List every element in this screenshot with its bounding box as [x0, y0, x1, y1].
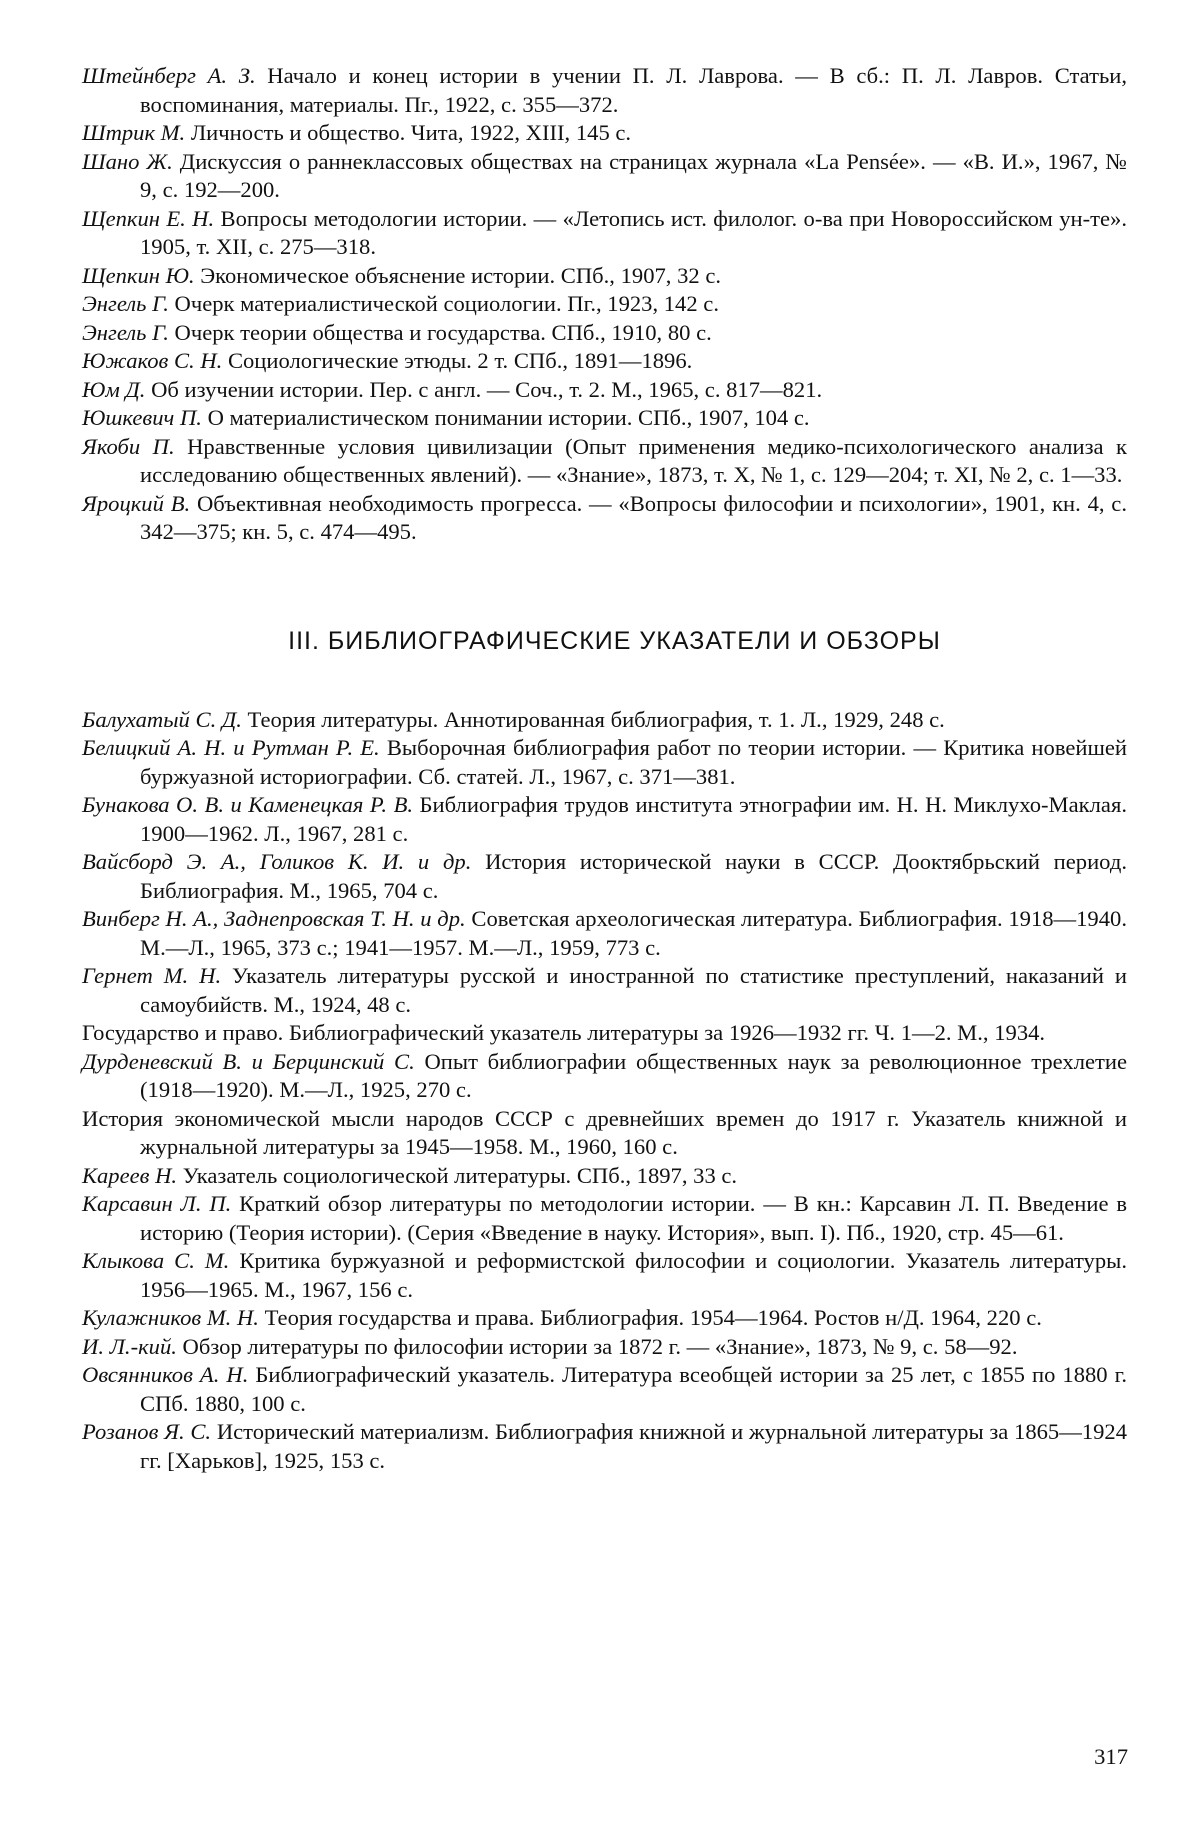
- entry-text: Экономическое объяснение истории. СПб., 1907, 32 с.: [194, 262, 722, 288]
- bibliography-entry: [82, 319, 1127, 348]
- entry-text: Дискуссия о раннеклассовых обществах на страницах журнала «La Pensée». — «В. И.», 1967, № 9, с. 192—200.: [140, 148, 1127, 202]
- entry-author: Балухатый С. Д.: [82, 706, 242, 732]
- entry-text: О материалистическом понимании истории. СПб., 1907, 104 с.: [201, 405, 810, 430]
- entry-author: Кареев Н.: [82, 1162, 178, 1188]
- entry-author: Яроцкий В.: [82, 490, 191, 516]
- entry-text: Обзор литературы по философии истории за 1872 г. — «Знание», 1873, № 9, с. 58—92.: [176, 1333, 1018, 1359]
- entry-text: Библиография трудов института этнографии им. Н. Н. Миклухо-Маклая. 1900—1962. Л., 1967, 281 с.: [140, 792, 1127, 846]
- bibliography-entry: [82, 1304, 1127, 1333]
- entry-text: Краткий обзор литературы по методологии истории. — В кн.: Карсавин Л. П. Введение в историю (Теория истории). (Серия «Введение в науку. История», вып. I). Пб., 1920, стр. 45—61.: [140, 1191, 1128, 1245]
- entry-text: Указатель литературы русской и иностранной по статистике преступлений, наказаний и самоубийств. М., 1924, 48 с.: [140, 963, 1127, 1017]
- entry-author: Штейнберг А. З.: [82, 63, 256, 88]
- bibliography-entry: [82, 1190, 1127, 1247]
- entry-author: И. Л.-кий.: [82, 1333, 177, 1359]
- bibliography-entry: [82, 1048, 1127, 1105]
- entry-author: Энгель Г.: [82, 291, 169, 316]
- bibliography-entry: [82, 119, 1127, 148]
- bibliography-entry: [82, 290, 1127, 319]
- bibliography-entry: [82, 262, 1127, 291]
- bibliography-entry: [82, 734, 1127, 791]
- document-page: [82, 62, 1127, 1475]
- bibliography-section-indexes: [82, 706, 1127, 1476]
- entry-text: Теория государства и права. Библиография. 1954—1964. Ростов н/Д. 1964, 220 с.: [258, 1305, 1042, 1330]
- entry-author: Штрик М.: [82, 120, 186, 145]
- bibliography-entry: [82, 1418, 1127, 1475]
- entry-text: Исторический материализм. Библиография книжной и журнальной литературы за 1865—1924 гг. [Харьков], 1925, 153 с.: [140, 1419, 1128, 1473]
- bibliography-entry: [82, 148, 1127, 205]
- entry-text: Государство и право. Библиографический указатель литературы за 1926—1932 гг. Ч. 1—2. М., 1934.: [82, 1020, 1046, 1045]
- bibliography-entry: [82, 1162, 1127, 1191]
- bibliography-entry: [82, 205, 1127, 262]
- entry-author: Дурденевский В. и Берцинский С.: [82, 1048, 415, 1074]
- entry-text: Об изучении истории. Пер. с англ. — Соч., т. 2. М., 1965, с. 817—821.: [145, 376, 823, 402]
- entry-author: Якоби П.: [82, 433, 175, 459]
- entry-text: Личность и общество. Чита, 1922, XIII, 145 с.: [185, 120, 632, 145]
- entry-text: Выборочная библиография работ по теории истории. — Критика новейшей буржуазной историографии. Сб. статей. Л., 1967, с. 371—381.: [140, 735, 1127, 789]
- entry-author: Энгель Г.: [82, 319, 169, 345]
- entry-author: Клыкова С. М.: [82, 1248, 230, 1273]
- entry-author: Кулажников М. Н.: [82, 1305, 259, 1330]
- bibliography-entry: [82, 376, 1127, 405]
- entry-text: Критика буржуазной и реформистской философии и социологии. Указатель литературы. 1956—1965. М., 1967, 156 с.: [140, 1248, 1127, 1302]
- bibliography-entry: [82, 490, 1127, 547]
- entry-text: Социологические этюды. 2 т. СПб., 1891—1896.: [222, 348, 693, 373]
- bibliography-entry: [82, 404, 1127, 433]
- bibliography-entry: [82, 848, 1127, 905]
- entry-text: Объективная необходимость прогресса. — «Вопросы философии и психологии», 1901, кн. 4, с. 342—375; кн. 5, с. 474—495.: [140, 490, 1127, 544]
- bibliography-entry: [82, 347, 1127, 376]
- bibliography-entry: [82, 1361, 1127, 1418]
- entry-author: Южаков С. Н.: [82, 348, 223, 373]
- entry-author: Юшкевич П.: [82, 405, 202, 430]
- entry-text: Очерк материалистической социологии. Пг., 1923, 142 с.: [168, 291, 719, 316]
- entry-author: Винберг Н. А., Заднепровская Т. Н. и др.: [82, 906, 466, 931]
- entry-text: История экономической мысли народов СССР с древнейших времен до 1917 г. Указатель книжной и журнальной литературы за 1945—1958. М., 1960, 160 с.: [82, 1105, 1127, 1159]
- bibliography-entry: [82, 1333, 1127, 1362]
- entry-text: Советская археологическая литература. Библиография. 1918—1940. М.—Л., 1965, 373 с.; 1941—1957. М.—Л., 1959, 773 с.: [140, 906, 1127, 960]
- section-heading: III. БИБЛИОГРАФИЧЕСКИЕ УКАЗАТЕЛИ И ОБЗОРЫ: [288, 626, 941, 655]
- entry-author: Розанов Я. С.: [82, 1419, 212, 1444]
- bibliography-entry: [82, 791, 1127, 848]
- entry-author: Овсянников А. Н.: [82, 1362, 249, 1387]
- page-number: 317: [1094, 1744, 1128, 1769]
- entry-author: Щепкин Е. Н.: [82, 205, 215, 231]
- bibliography-section-continued: [82, 62, 1127, 547]
- entry-text: Вопросы методологии истории. — «Летопись ист. филолог. о-ва при Новороссийском ун-те». 1905, т. XII, с. 275—318.: [140, 205, 1127, 259]
- entry-text: История исторической науки в СССР. Дооктябрьский период. Библиография. М., 1965, 704 с.: [140, 849, 1127, 903]
- entry-author: Щепкин Ю.: [82, 262, 195, 288]
- entry-author: Юм Д.: [82, 376, 146, 402]
- entry-author: Бунакова О. В. и Каменецкая Р. В.: [82, 792, 414, 817]
- entry-author: Вайсборд Э. А., Голиков К. И. и др.: [82, 849, 472, 874]
- entry-text: Начало и конец истории в учении П. Л. Лаврова. — В сб.: П. Л. Лавров. Статьи, воспоминания, материалы. Пг., 1922, с. 355—372.: [140, 63, 1128, 117]
- bibliography-entry: [82, 1105, 1127, 1162]
- entry-text: Указатель социологической литературы. СПб., 1897, 33 с.: [177, 1162, 738, 1188]
- entry-text: Библиографический указатель. Литература всеобщей истории за 25 лет, с 1855 по 1880 г. СПб. 1880, 100 с.: [140, 1362, 1127, 1416]
- bibliography-entry: [82, 905, 1127, 962]
- entry-author: Карсавин Л. П.: [82, 1191, 232, 1216]
- entry-text: Очерк теории общества и государства. СПб., 1910, 80 с.: [168, 319, 712, 345]
- entry-author: Гернет М. Н.: [82, 963, 222, 988]
- entry-author: Шано Ж.: [82, 148, 173, 174]
- bibliography-entry: [82, 62, 1127, 119]
- entry-text: Нравственные условия цивилизации (Опыт применения медико-психологического анализа к исследованию общественных явлений). — «Знание», 1873, т. X, № 1, с. 129—204; т. XI, № 2, с. 1—33.: [140, 433, 1127, 487]
- entry-text: Теория литературы. Аннотированная библиография, т. 1. Л., 1929, 248 с.: [241, 706, 945, 732]
- bibliography-entry: [82, 1019, 1127, 1048]
- entry-text: Опыт библиографии общественных наук за революционное трехлетие (1918—1920). М.—Л., 1925, 270 с.: [140, 1048, 1127, 1102]
- bibliography-entry: [82, 962, 1127, 1019]
- bibliography-entry: [82, 1247, 1127, 1304]
- bibliography-entry: [82, 433, 1127, 490]
- bibliography-entry: [82, 706, 1127, 735]
- entry-author: Белицкий А. Н. и Рутман Р. Е.: [82, 735, 380, 760]
